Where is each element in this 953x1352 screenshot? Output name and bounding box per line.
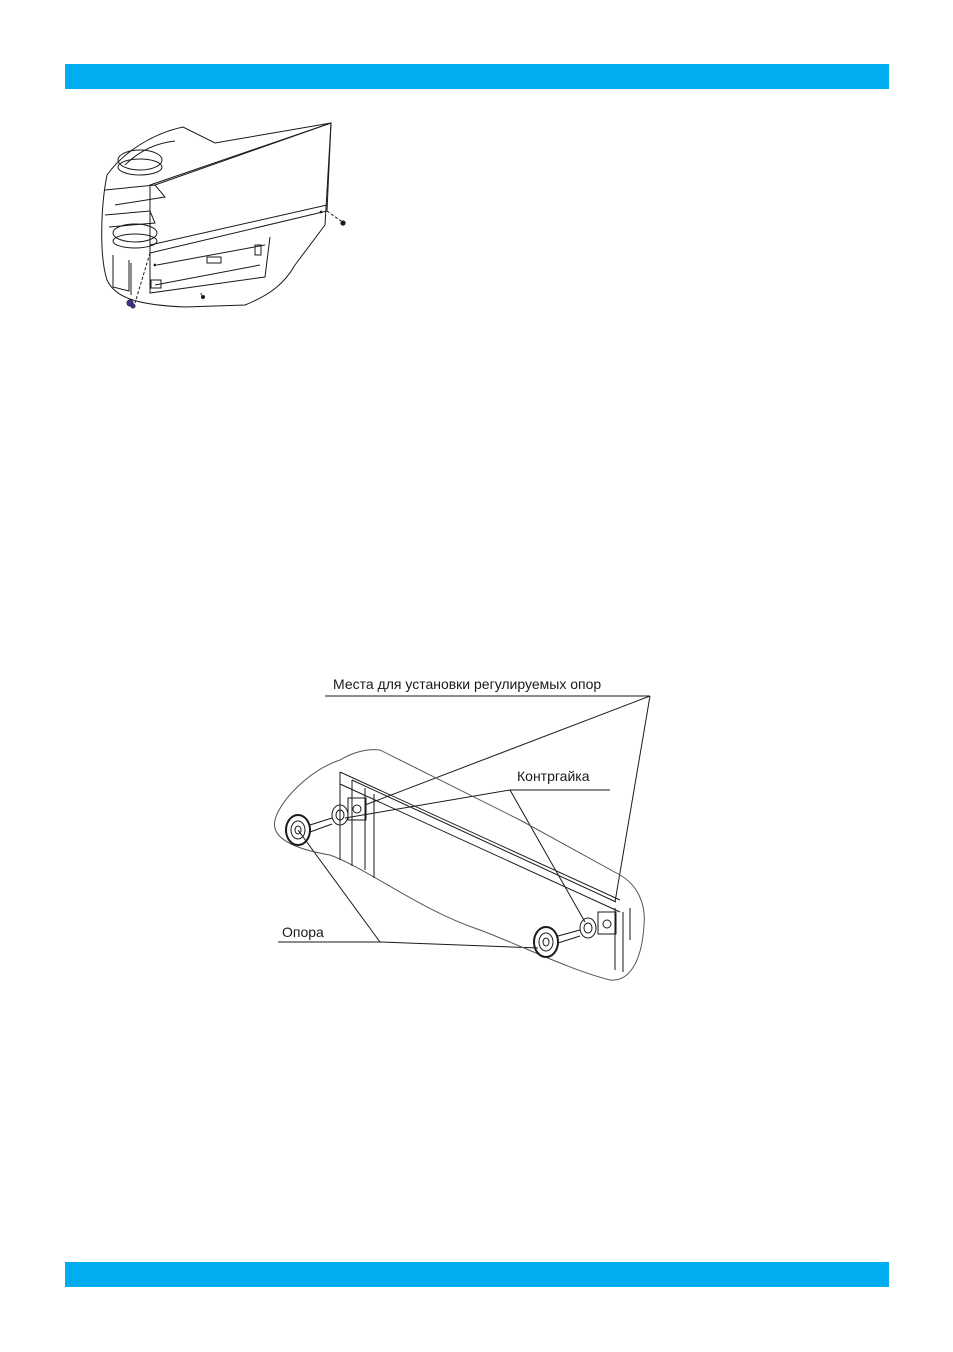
adjustable-feet-illustration [270, 670, 670, 990]
panel-removal-illustration [95, 115, 360, 315]
header-accent-band [65, 64, 889, 89]
callout-mounting-places-label: Места для установки регулируемых опор [333, 676, 602, 692]
callout-lock-nut-label: Контргайка [517, 768, 590, 784]
callout-foot-label: Опора [282, 924, 324, 940]
footer-accent-band [65, 1262, 889, 1287]
